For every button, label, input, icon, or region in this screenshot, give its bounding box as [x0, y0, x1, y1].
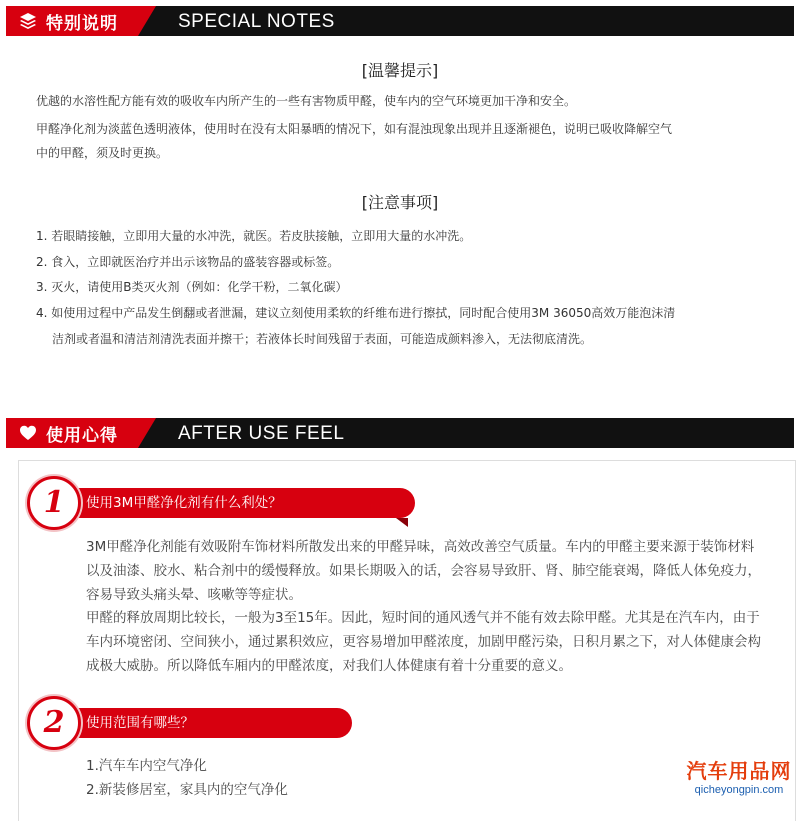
answer-2-line: 1.汽车车内空气净化 — [86, 758, 207, 774]
answer-1-line: 车内环境密闭、空间狭小，通过累积效应，更容易增加甲醛浓度，加剧甲醛污染，日积月累之下，对人体健康会构 — [86, 634, 761, 650]
answer-1-line: 甲醛的释放周期比较长，一般为3至15年。因此，短时间的通风透气并不能有效去除甲醛。尤其是在汽车内，由于 — [86, 610, 760, 626]
question-1-tag — [30, 488, 415, 518]
caution-item: 2. 食入，立即就医治疗并出示该物品的盛装容器或标签。 — [36, 255, 340, 269]
question-2-badge — [27, 696, 81, 750]
caution-item-continued: 洁剂或者温和清洁剂清洗表面并擦干；若液体长时间残留于表面，可能造成颜料渗入，无法彻底清洗。 — [52, 332, 593, 346]
special-notes-header — [6, 6, 794, 36]
heart-icon — [19, 424, 37, 442]
question-2-number: 2 — [43, 705, 65, 740]
section-title-zh: 使用心得 — [46, 426, 118, 446]
tip-paragraph-1: 优越的水溶性配方能有效的吸收车内所产生的一些有害物质甲醛，使车内的空气环境更加干净和安全。 — [36, 94, 577, 108]
answer-1-line: 容易导致头痛头晕、咳嗽等等症状。 — [86, 587, 302, 603]
watermark-url: qicheyongpin.com — [694, 784, 784, 796]
site-watermark — [680, 755, 798, 796]
tip-paragraph-3: 中的甲醛，须及时更换。 — [36, 146, 169, 160]
section-title-en: SPECIAL NOTES — [178, 11, 335, 32]
caution-item: 3. 灭火，请使用B类灭火剂（例如：化学干粉，二氧化碳） — [36, 280, 348, 294]
section-title-en: AFTER USE FEEL — [178, 423, 345, 444]
answer-1-line: 成极大威胁。所以降低车厢内的甲醛浓度，对我们人体健康有着十分重要的意义。 — [86, 658, 572, 674]
cautions-heading: [注意事项] — [361, 193, 439, 212]
question-2-text: 使用范围有哪些？ — [86, 715, 194, 731]
answer-1-line: 以及油漆、胶水、粘合剂中的缓慢释放。如果长期吸入的话，会容易导致肝、肾、肺空能衰竭，降低人体免疫力， — [86, 563, 761, 579]
caution-item: 1. 若眼睛接触，立即用大量的水冲洗，就医。若皮肤接触，立即用大量的水冲洗。 — [36, 229, 472, 243]
watermark-title: 汽车用品网 — [686, 759, 792, 783]
tips-heading: [温馨提示] — [361, 61, 439, 80]
after-use-header — [6, 418, 794, 448]
answer-1-line: 3M甲醛净化剂能有效吸附车饰材料所散发出来的甲醛异味，高效改善空气质量。车内的甲醛主要来源于装饰材料 — [86, 539, 755, 555]
caution-item: 4. 如使用过程中产品发生倒翻或者泄漏，建议立刻使用柔软的纤维布进行擦拭，同时配合使用3M 36050高效万能泡沫清 — [36, 306, 676, 320]
tip-paragraph-2: 甲醛净化剂为淡蓝色透明液体，使用时在没有太阳暴晒的情况下，如有混浊现象出现并且逐渐褪色，说明已吸收降解空气 — [36, 122, 673, 136]
question-1-number: 1 — [43, 485, 65, 520]
tag-fold — [396, 518, 408, 527]
layers-icon — [19, 12, 37, 30]
section-title-zh: 特别说明 — [46, 14, 118, 34]
question-1-text: 使用3M甲醛净化剂有什么利处？ — [86, 495, 282, 511]
question-1-badge — [27, 476, 81, 530]
answer-2-line: 2.新装修居室，家具内的空气净化 — [86, 782, 288, 798]
